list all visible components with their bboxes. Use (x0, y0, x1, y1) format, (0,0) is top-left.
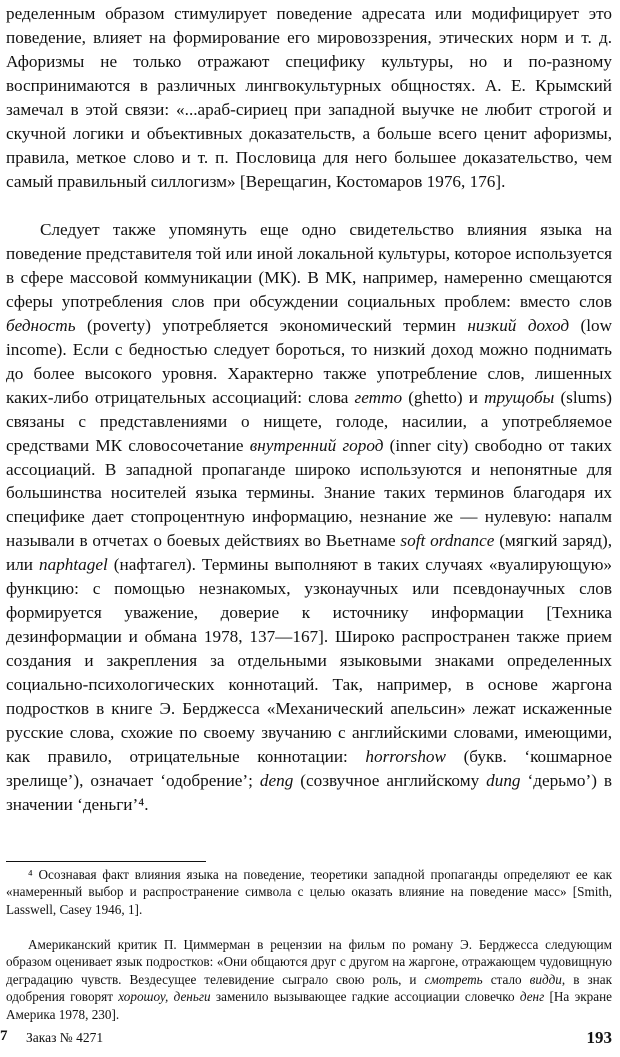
page-footer (0, 1028, 620, 1052)
text-run: ‘дерьмо’) в значении ‘деньги’⁴. (6, 770, 613, 814)
text-run: стало (482, 971, 530, 987)
text-run: (ghetto) и (402, 387, 485, 407)
text-run: [На экране Америка 1978, 230]. (6, 989, 612, 1022)
text-run: (low income). Если с бедностью следует бороться, то низкий доход можно поднимать до более высокого уровня. Характерно также употребление слов, лишенных каких-либо отрицательных ассоциаций: слова (6, 315, 613, 407)
text-run: (букв. ‘кошмарное зрелище’), означает ‘одобрение’; (6, 746, 612, 790)
italic-term: soft ordnance (400, 531, 495, 551)
text-run: ⁴ Осознавая факт влияния языка на поведение, теоретики западной пропаганды определяют ее как «намеренный выбор и распространение символа с целью оказать влияние на поведение масс» [Smith, Lasswell, Casey 1946, 1]. (6, 867, 612, 917)
paragraph-2 (6, 218, 612, 817)
paragraph-1 (6, 2, 612, 194)
italic-term: внутренний город (249, 435, 384, 455)
text-run: заменило вызывающее гадкие ассоциации словечко (210, 989, 520, 1005)
text-run: (нафтагел). Термины выполняют в таких случаях «вуалирующую» функцию: с помощью незнакомых, узконаучных или псевдонаучных слов формируется уважение, доверие к источнику информации [Техника дезинформации и обмана 1978, 137—167]. Широко распространен также прием создания и закрепления за отдельными языковыми знаками определенных социально-психологических коннотаций. Так, например, в основе жаргона подростков в книге Э. Берджесса «Механический апельсин» лежат искаженные русские слова, схожие по своему звучанию с английскими словами, имеющими, как правило, отрицательные коннотации: (6, 555, 613, 766)
page-number: 193 (586, 1028, 612, 1047)
footnote-divider (6, 861, 206, 862)
italic-term: трущобы (484, 387, 555, 407)
text-run: , в знак одобрения говорят (6, 971, 612, 1005)
italic-term: видди (529, 971, 562, 987)
italic-term: смотреть (424, 971, 483, 987)
italic-term: гетто (354, 387, 403, 407)
italic-term: naphtagel (39, 555, 108, 575)
italic-term: денг (519, 989, 545, 1005)
italic-term: horrorshow (365, 746, 446, 766)
signature-mark: 7 (0, 1028, 8, 1044)
text-run: ределенным образом стимулирует поведение адресата или модифицирует это поведение, влияет на формирование его мировоззрения, этических норм и т. д. Афоризмы не только отражают специфику культуры, но и по-разному воспринимаются в различных лингвокультурных общностях. А. Е. Крымский замечал в этой связи: «...араб-сириец при западной выучке не любит строгой и скучной логики и объективных доказательств, а больше всего ценит афоризмы, правила, меткое слово и т. п. Пословица для него большее доказательство, чем самый правильный силлогизм» [Верещагин, Костомаров 1976, 176]. (6, 4, 612, 191)
text-run: (inner city) свободно от таких ассоциаций. В западной пропаганде широко используются и непонятные для большинства носителей языка термины. Знание таких терминов благодаря их специфике дает стопроцентную информацию, незнание же — нулевую: напалм называли в отчетах о боевых действиях во Вьетнаме (6, 435, 613, 551)
text-run: Следует также упомянуть еще одно свидетельство влияния языка на поведение представителя той или иной локальной культуры, которое используется в сфере массовой коммуникации (МК). В МК, например, намеренно смещаются сферы употребления слов при обсуждении социальных проблем: вместо слов (6, 220, 612, 311)
text-run: Американский критик П. Циммерман в рецензии на фильм по роману Э. Берджесса следующим образом оценивает язык подростков: «Они общаются друг с другом на жаргоне, отражающем чудовищную деградацию чувств. Вездесущее телевидение сыграло свою роль, и (6, 937, 612, 987)
footnote-4-continuation (6, 936, 612, 1023)
text-run: (slums) связаны с представлениями о нищете, голоде, насилии, а употребляемое средствами МК словосочетание (6, 387, 612, 455)
footnote-4 (6, 866, 612, 918)
text-run: (созвучное английскому (293, 770, 487, 790)
italic-term: бедность (6, 315, 76, 335)
italic-term: низкий доход (467, 315, 570, 335)
print-order-number: Заказ № 4271 (26, 1030, 104, 1045)
text-run: (poverty) употребляется экономический термин (75, 315, 468, 335)
italic-term: deng (259, 770, 294, 790)
italic-term: dung (486, 770, 521, 790)
italic-term: хорошоу, деньги (118, 989, 211, 1005)
text-run: (мягкий заряд), или (6, 531, 613, 575)
